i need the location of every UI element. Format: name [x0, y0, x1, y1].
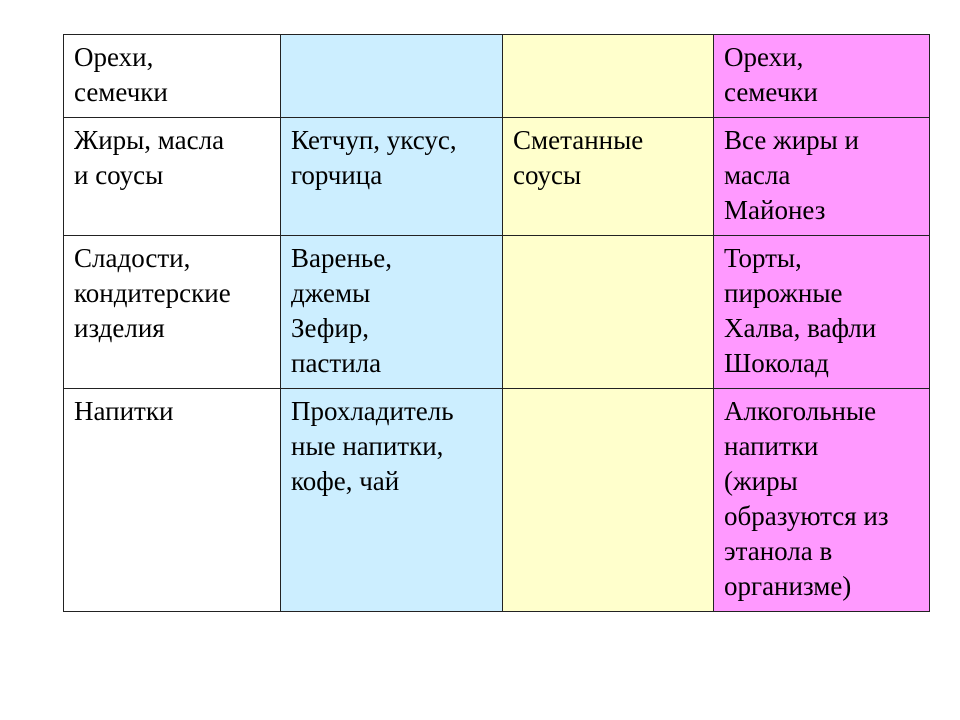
- table-row-drinks: [64, 389, 930, 612]
- yellow-cell: [503, 35, 714, 118]
- table-row-sweets: [64, 236, 930, 389]
- pink-cell: Орехи, семечки: [714, 35, 930, 118]
- table-row-fats: [64, 118, 930, 236]
- table-row-nuts: [64, 35, 930, 118]
- yellow-cell: [503, 389, 714, 612]
- pink-cell: Все жиры и масла Майонез: [714, 118, 930, 236]
- category-cell: Жиры, масла и соусы: [64, 118, 281, 236]
- blue-cell: Варенье, джемы Зефир, пастила: [281, 236, 503, 389]
- yellow-cell: [503, 236, 714, 389]
- blue-cell: Кетчуп, уксус, горчица: [281, 118, 503, 236]
- category-cell: Сладости, кондитерские изделия: [64, 236, 281, 389]
- pink-cell: Алкогольные напитки (жиры образуются из этанола в организме): [714, 389, 930, 612]
- yellow-cell: Сметанные соусы: [503, 118, 714, 236]
- category-cell: Орехи, семечки: [64, 35, 281, 118]
- blue-cell: Прохладитель ные напитки, кофе, чай: [281, 389, 503, 612]
- category-cell: Напитки: [64, 389, 281, 612]
- blue-cell: [281, 35, 503, 118]
- pink-cell: Торты, пирожные Халва, вафли Шоколад: [714, 236, 930, 389]
- food-groups-table: [63, 34, 930, 612]
